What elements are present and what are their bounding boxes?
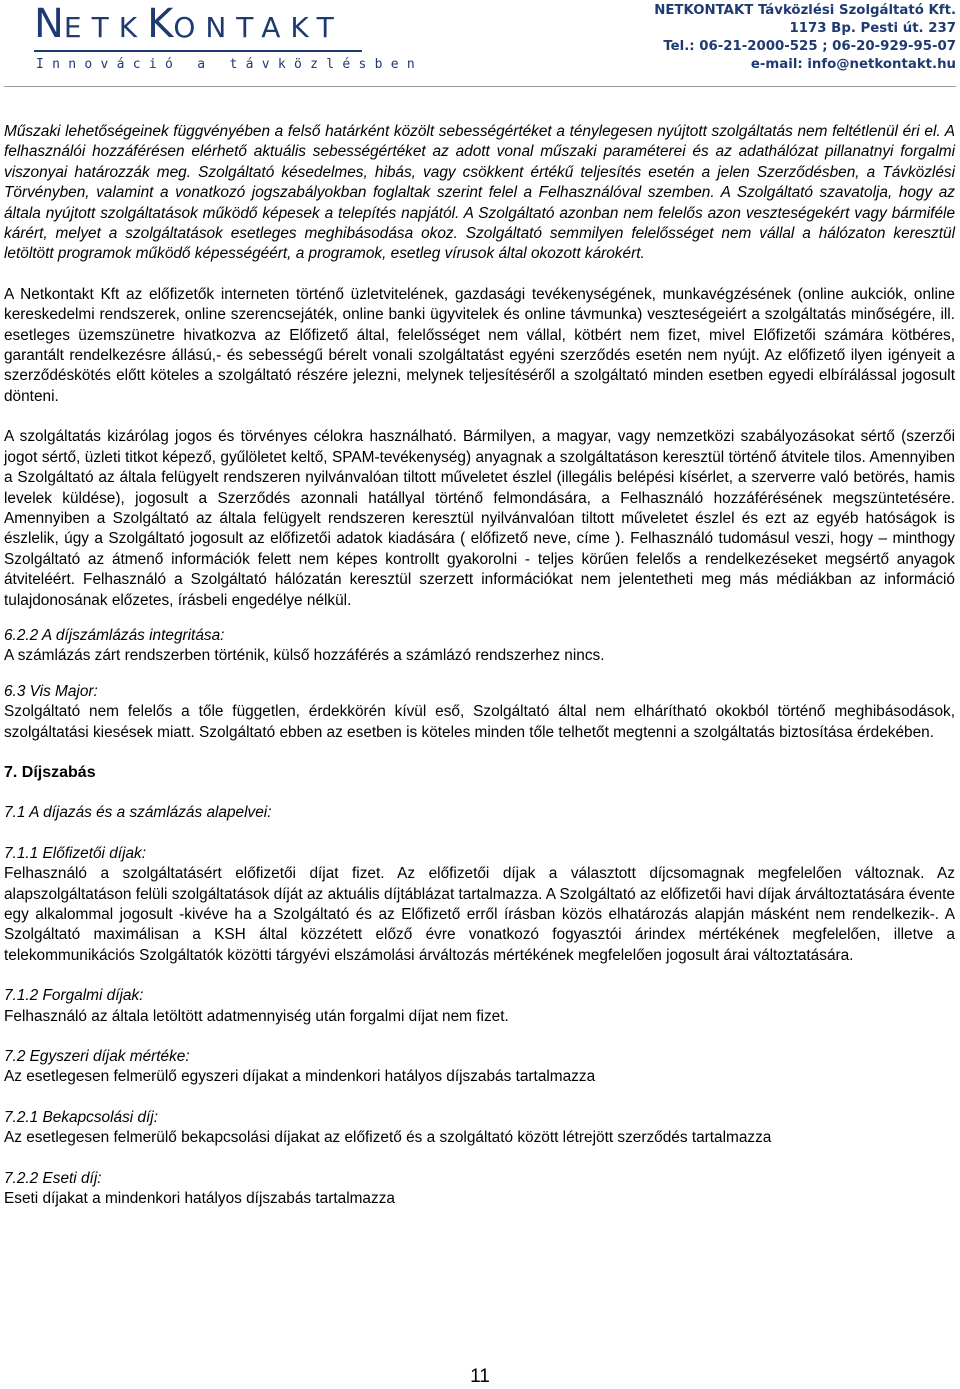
- company-address: 1173 Bp. Pesti út. 237: [789, 21, 956, 36]
- section-7-1-1-title: 7.1.1 Előfizetői díjak:: [4, 844, 147, 862]
- company-phone: Tel.: 06-21-2000-525 ; 06-20-929-95-07: [663, 39, 956, 54]
- document-body: [4, 122, 955, 1209]
- logo-wordmark: [34, 1, 344, 47]
- logo-letters-ontakt: ONTAKT: [173, 11, 344, 44]
- section-7-2-2-text: Eseti díjakat a mindenkori hatályos díjszabás tartalmazza: [4, 1190, 395, 1208]
- section-6-3-title: 6.3 Vis Major:: [4, 682, 98, 700]
- paragraph-speed-liability: Műszaki lehetőségeinek függvényében a felső határként közölt sebességértéket a ténylegesen nyújtott szolgáltatás nem feltétlenül éri el. A felhasználói hozzáférésen elérhető aktuális sebességértéket az adott vonal műszaki paraméterei és az adathálózat pillanatnyi forgalmi viszonyai határozzák meg. Szolgáltató késedelmes, hibás, vagy csökkent értékű teljesítés esetén a jelen Szerződésben, a Távközlési Törvényben, valamint a vonatkozó jogszabályokban foglaltak szerint felel a Felhasználóval szemben. A Szolgáltató szavatolja, hogy az általa nyújtott szolgáltatások működő képesek a telepítés napjától. A Szolgáltató azonban nem felelős azon veszteségekért vagy bármiféle kárért, melyet a szolgáltatások esetleges meghibásodása okoz. Szolgáltató semmilyen felelősséget nem vállal a hálózaton keresztül letöltött programok működő képességéért, a programok, esetleg vírusok által okozott károkért.: [4, 123, 955, 263]
- page-header: [0, 0, 960, 96]
- page-number: 11: [470, 1366, 490, 1387]
- logo-slogan: Innováció a távközlésben: [36, 57, 424, 72]
- logo-letter-n: N: [34, 1, 64, 47]
- section-6-3-text: Szolgáltató nem felelős a tőle független, érdekkörén kívül eső, Szolgáltató által nem elhárítható okokból történő meghibásodások, szolgáltatási kiesések miatt. Szolgáltató ebben az esetben is köteles minden tőle telhetőt megtenni a szolgáltatás biztosítása érdekében.: [4, 703, 955, 741]
- company-email: e-mail: info@netkontakt.hu: [750, 57, 956, 72]
- netkontakt-logo: [34, 1, 424, 76]
- section-7-2-1-text: Az esetlegesen felmerülő bekapcsolási díjakat az előfizető és a szolgáltató között létrejött szerződés tartalmazza: [4, 1129, 772, 1147]
- section-7-2-1-title: 7.2.1 Bekapcsolási díj:: [4, 1108, 158, 1126]
- section-7-1-1-text: Felhasználó a szolgáltatásért előfizetői díjat fizet. Az előfizetői díjak a választott díjcsomagnak megfelelően változnak. Az alapszolgáltatáson felüli szolgáltatások díját az aktuális díjtáblázat tartalmazza. A Szolgáltató az előfizetői havi díjak árváltoztatására évente egy alkalommal jogosult -kivéve ha a Szolgáltató és az Előfizető erről írásban közös elhatározás alapján másként nem rendelkezik-. A Szolgáltató maximálisan a KSH által közzétett előző évre vonatkozó fogyasztói árindex mértékének megfelelően, illetve a telekommunikációs Szolgáltatók közötti tárgyévi elszámolási árváltozás mértékének megfelelően jogosult árai változtatására.: [4, 865, 955, 964]
- section-7-1-title: 7.1 A díjazás és a számlázás alapelvei:: [4, 804, 272, 822]
- paragraph-netkontakt-liability: A Netkontakt Kft az előfizetők interneten történő üzletvitelének, gazdasági tevékenységének, munkavégzésének (online aukciók, online kereskedelmi rendszerek, online szerencsejáték, online banki ügyvitelek és online távmunka) veszteségeiért a szolgáltatás minőségére, ill. esetleges üzemszünetre hivatkozva az Előfizető által, felelősséget nem vállal, kötbért nem fizet, mivel Előfizetői számára kötbéres, garantált rendelkezésre állású,- és sebességű bérelt vonali szolgáltatást egyéni szerződés esetén nem nyújt. Az előfizető ilyen igényeit a szerződéskötés előtt köteles a szolgáltató részére jelezni, melynek teljesítéséről a szolgáltató minden esetben egyedi elbírálással jogosult dönteni.: [4, 285, 955, 405]
- section-7-2-text: Az esetlegesen felmerülő egyszeri díjakat a mindenkori hatályos díjszabás tartalmazza: [4, 1068, 596, 1086]
- contact-block: [654, 2, 956, 74]
- section-7-1-2-title: 7.1.2 Forgalmi díjak:: [4, 987, 144, 1005]
- logo-letters-etk: ETK: [63, 11, 148, 44]
- section-7-heading: 7. Díjszabás: [4, 763, 96, 781]
- section-6-2-2-title: 6.2.2 A díjszámlázás integritása:: [4, 626, 225, 644]
- section-7-2-title: 7.2 Egyszeri díjak mértéke:: [4, 1048, 190, 1066]
- paragraph-lawful-use: A szolgáltatás kizárólag jogos és törvényes célokra használható. Bármilyen, a magyar, vagy nemzetközi szabályozásokat sértő (szerzői jogot sértő, üzleti titkot képező, gyűlöletet keltő, SPAM-tevékenység) anyagnak a szolgáltatáson keresztül történő átvitele tilos. Amennyiben a Szolgáltató az általa felügyelt rendszeren nyilvánvalóan tiltott műveletet észlel (illegális belépési kísérlet, a szerverre való betörés, hamis levelek küldése), jogosult a Szerződés azonnali hatállyal történő felmondására, a Felhasználó hozzáférésének megszüntetésére. Amennyiben a Szolgáltató az általa felügyelt rendszeren keresztül nyilvánvalóan tiltott műveletet észlel és ezt az egyéb hatóságok is észlelik, úgy a Szolgáltató jogosult az előfizetői adatok kiadására ( előfizető neve, címe ). Felhasználó tudomásul veszi, hogy – minthogy Szolgáltató az átmenő információk felett nem képes kontrollt gyakorolni - teljes körűen felelős a rendelkezéseket megsértő anyagok átviteléért. Felhasználó a Szolgáltató hálózatán keresztül szerzett információkat nem jelentetheti meg más médiákban az információ tulajdonosának előzetes, írásbeli engedélye nélkül.: [4, 428, 955, 609]
- logo-underline: [34, 50, 362, 52]
- section-6-2-2-text: A számlázás zárt rendszerben történik, külső hozzáférés a számlázó rendszerhez nincs.: [4, 647, 605, 665]
- header-divider: [4, 86, 956, 87]
- section-7-2-2-title: 7.2.2 Eseti díj:: [4, 1169, 102, 1187]
- company-name: NETKONTAKT Távközlési Szolgáltató Kft.: [654, 3, 956, 18]
- logo-letter-k: K: [147, 1, 174, 47]
- section-7-1-2-text: Felhasználó az általa letöltött adatmennyiség után forgalmi díjat nem fizet.: [4, 1007, 509, 1025]
